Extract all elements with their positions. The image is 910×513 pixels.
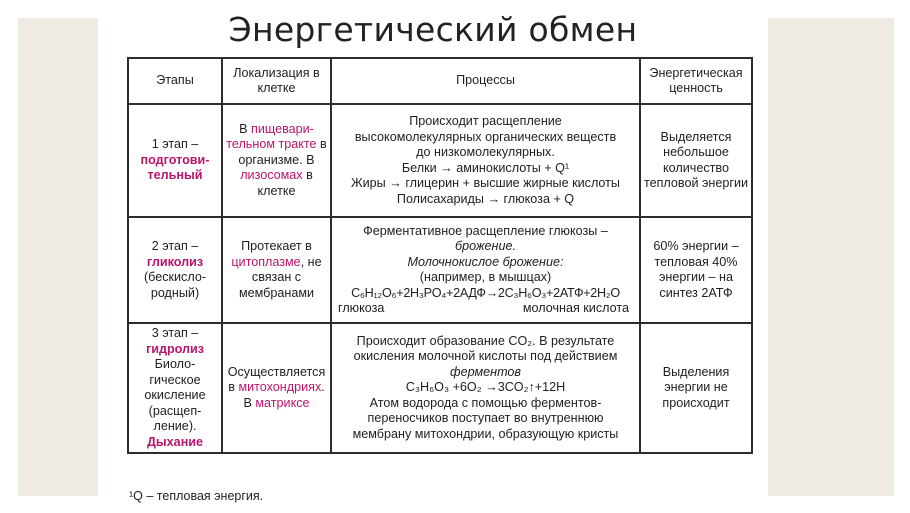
header-stages: Этапы — [128, 58, 222, 104]
stage-prefix: 1 этап – — [151, 137, 199, 152]
footnote: ¹Q – тепловая энергия. — [129, 489, 264, 503]
stage-prefix: 2 этап – — [151, 239, 199, 253]
process-line: (например, в мышцах) — [419, 270, 552, 284]
energy-cell: Выделяется небольшое количество тепловой энергии — [640, 104, 752, 217]
lactic-acid-label: молочная кислота — [522, 301, 629, 315]
right-background-panel — [768, 18, 894, 496]
process-line: высокомолекулярных органических веществ — [354, 129, 617, 144]
stage-name: гидролиз — [145, 341, 205, 356]
process-line: Происходит образование CO₂. В результате — [356, 333, 615, 348]
location-text: в клетке — [257, 168, 313, 198]
table-row — [128, 217, 752, 323]
process-cell — [331, 104, 640, 217]
header-energy-value: Энергетическая ценность — [640, 58, 752, 104]
header-location: Локализация в клетке — [222, 58, 331, 104]
location-highlight: матриксе — [255, 395, 310, 410]
process-cell — [331, 323, 640, 453]
process-line: Жиры → глицерин + высшие жирные кислоты — [351, 176, 620, 190]
location-cell — [222, 217, 331, 323]
process-line: Ферментативное расщепление глюкозы – — [363, 223, 608, 238]
location-text: Осуществляется в — [227, 364, 326, 395]
table-header-row — [128, 58, 752, 104]
process-line: Полисахариды → глюкоза + Q — [396, 191, 575, 206]
header-processes: Процессы — [331, 58, 640, 104]
location-text: Протекает в — [241, 239, 312, 253]
location-highlight: митохондриях — [238, 380, 322, 395]
table-row — [128, 104, 752, 217]
energy-metabolism-table — [127, 57, 749, 454]
stage-cell — [128, 217, 222, 323]
energy-cell: 60% энергии – тепловая 40% энергии – на синтез 2АТФ — [640, 217, 752, 323]
location-cell — [222, 104, 331, 217]
process-line: ферментов — [449, 364, 522, 379]
stage-name: подготови- тельный — [140, 152, 210, 183]
process-line: мембрану митохондрии, образующую кристы — [352, 426, 619, 441]
stage-name: Дыхание — [146, 434, 204, 449]
location-text: в организме. В — [238, 137, 327, 167]
location-cell — [222, 323, 331, 453]
process-line: Молочнокислое брожение: — [407, 254, 564, 269]
left-background-panel — [18, 18, 98, 496]
process-line: переносчиков поступает во внутреннюю — [367, 411, 604, 426]
table-row — [128, 323, 752, 453]
location-highlight: лизосомах — [240, 168, 303, 183]
location-text: В — [239, 121, 248, 136]
stage-name: гликолиз — [146, 254, 204, 269]
slide-title: Энергетический обмен — [228, 10, 638, 49]
stage-middle: Биоло- гическое окисление (расщеп- ление). — [144, 357, 206, 433]
location-text: , не связан с мембранами — [238, 254, 322, 300]
slide — [98, 0, 768, 513]
location-highlight: пищевари- тельном тракте — [226, 121, 317, 152]
location-text: . В — [243, 380, 325, 410]
process-line: Происходит расщепление — [409, 114, 562, 128]
process-line: Белки → аминокислоты + Q¹ — [401, 160, 570, 175]
process-line: окисления молочной кислоты под действием — [353, 349, 618, 364]
energy-cell: Выделения энергии не происходит — [640, 323, 752, 453]
process-line: Атом водорода с помощью ферментов- — [369, 395, 602, 410]
stage-suffix: (бескисло- родный) — [143, 270, 207, 300]
glucose-label: глюкоза — [338, 301, 385, 315]
process-cell — [331, 217, 640, 323]
process-line: брожение. — [455, 239, 516, 253]
process-line: до низкомолекулярных. — [416, 145, 555, 159]
equation-labels — [334, 301, 637, 317]
glycolysis-equation: C₆H₁₂O₆+2H₃PO₄+2АДФ→2C₃H₆O₃+2АТФ+2H₂O — [351, 285, 620, 300]
location-highlight: цитоплазме — [231, 254, 301, 269]
stage-cell — [128, 104, 222, 217]
stage-prefix: 3 этап – — [151, 326, 199, 340]
oxidation-equation: C₃H₆O₃ +6O₂ →3CO₂↑+12H — [405, 380, 566, 395]
stage-cell — [128, 323, 222, 453]
